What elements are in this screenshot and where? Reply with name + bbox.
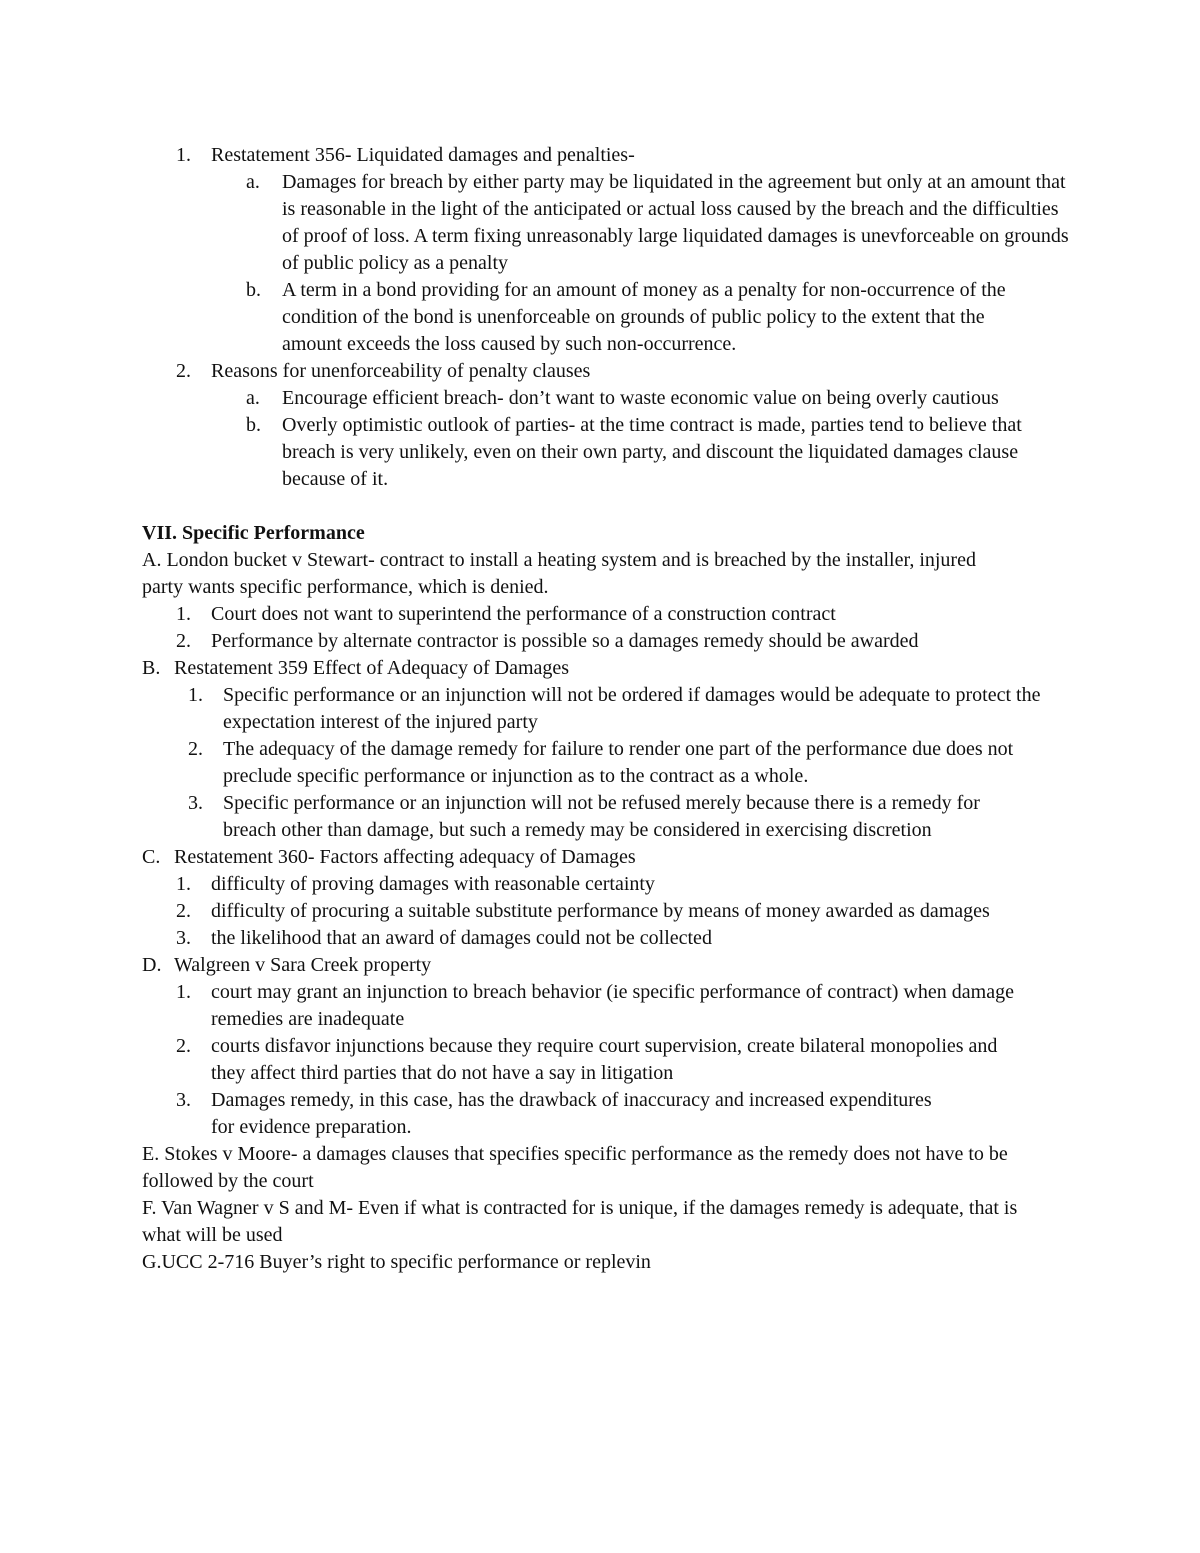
list-item-text: the likelihood that an award of damages could not be collected bbox=[211, 927, 712, 949]
list-number: 2. bbox=[176, 1035, 191, 1057]
case-stokes bbox=[0, 1141, 1042, 1195]
list-item-text: Court does not want to superintend the performance of a construction contract bbox=[211, 603, 836, 625]
list-item bbox=[0, 736, 1043, 790]
list-item-text: Damages remedy, in this case, has the drawback of inaccuracy and increased expenditures for evidence preparation. bbox=[211, 1089, 932, 1138]
list-number: 3. bbox=[176, 927, 191, 949]
document-body bbox=[0, 142, 1200, 1276]
list-number: 1. bbox=[176, 981, 191, 1003]
list-number: 3. bbox=[176, 1089, 191, 1111]
list-item bbox=[0, 898, 1061, 925]
list-letter: b. bbox=[246, 414, 261, 436]
list-item bbox=[0, 1033, 1001, 1087]
list-item-text: difficulty of proving damages with reasonable certainty bbox=[211, 873, 655, 895]
list-number: 2. bbox=[176, 900, 191, 922]
list-number: 1. bbox=[188, 684, 203, 706]
list-item-text: Restatement 356- Liquidated damages and penalties- bbox=[211, 144, 635, 166]
outline-letter: B. bbox=[142, 657, 161, 679]
paragraph-text: G.UCC 2-716 Buyer’s right to specific performance or replevin bbox=[142, 1251, 651, 1273]
list-item-text: Overly optimistic outlook of parties- at the time contract is made, parties tend to believe that breach is very unlikely, even on their own party, and discount the liquidated damages clause because of it. bbox=[282, 414, 1022, 490]
list-item-penalty-reasons bbox=[0, 358, 1200, 385]
list-item-text: Reasons for unenforceability of penalty clauses bbox=[211, 360, 591, 382]
paragraph-text: F. Van Wagner v S and M- Even if what is contracted for is unique, if the damages remedy is adequate, that is what will be used bbox=[142, 1197, 1018, 1246]
list-item-356-b bbox=[0, 277, 1027, 358]
list-item bbox=[0, 601, 1200, 628]
list-letter: a. bbox=[246, 387, 260, 409]
list-item bbox=[0, 790, 1013, 844]
list-item-text: Damages for breach by either party may be liquidated in the agreement but only at an amount that is reasonable in the light of the anticipated or actual loss caused by the breach and the difficulties of proof of loss. A term fixing unreasonably large liquidated damages is unevforceable on grounds of public policy as a penalty bbox=[282, 171, 1069, 274]
paragraph-text: E. Stokes v Moore- a damages clauses that specifies specific performance as the remedy does not have to be followed by the court bbox=[142, 1143, 1008, 1192]
list-item-efficient-breach bbox=[0, 385, 1072, 412]
list-item-text: courts disfavor injunctions because they require court supervision, create bilateral monopolies and they affect third parties that do not have a say in litigation bbox=[211, 1035, 998, 1084]
restatement-359 bbox=[0, 655, 1200, 682]
spacer bbox=[0, 493, 1200, 520]
list-item-text: Encourage efficient breach- don’t want to waste economic value on being overly cautious bbox=[282, 387, 999, 409]
section-heading: VII. Specific Performance bbox=[142, 522, 365, 544]
paragraph-text: A. London bucket v Stewart- contract to install a heating system and is breached by the installer, injured party wants specific performance, which is denied. bbox=[142, 549, 976, 598]
list-item-optimistic-outlook bbox=[0, 412, 1057, 493]
list-item bbox=[0, 628, 1200, 655]
list-number: 2. bbox=[176, 360, 191, 382]
list-item bbox=[0, 1087, 951, 1141]
list-item-text: court may grant an injunction to breach behavior (ie specific performance of contract) when damage remedies are inadequate bbox=[211, 981, 1014, 1030]
case-walgreen bbox=[0, 952, 1200, 979]
list-item-text: A term in a bond providing for an amount of money as a penalty for non-occurrence of the condition of the bond is unenforceable on grounds of public policy to the extent that the amount exceeds the loss caused by such non-occurrence. bbox=[282, 279, 1006, 355]
list-item-356-a bbox=[0, 169, 1072, 277]
list-item-356 bbox=[0, 142, 1200, 169]
list-item-text: Performance by alternate contractor is possible so a damages remedy should be awarded bbox=[211, 630, 919, 652]
outline-text: Restatement 359 Effect of Adequacy of Damages bbox=[174, 657, 570, 679]
list-number: 1. bbox=[176, 873, 191, 895]
list-letter: b. bbox=[246, 279, 261, 301]
outline-text: Walgreen v Sara Creek property bbox=[174, 954, 432, 976]
list-item-text: The adequacy of the damage remedy for failure to render one part of the performance due does not preclude specific performance or injunction as to the contract as a whole. bbox=[223, 738, 1014, 787]
case-london-bucket bbox=[0, 547, 992, 601]
list-item bbox=[0, 925, 1061, 952]
outline-text: Restatement 360- Factors affecting adequacy of Damages bbox=[174, 846, 636, 868]
list-item bbox=[0, 871, 1061, 898]
list-number: 2. bbox=[176, 630, 191, 652]
outline-letter: D. bbox=[142, 954, 162, 976]
ucc-2-716 bbox=[0, 1249, 1200, 1276]
restatement-360 bbox=[0, 844, 1200, 871]
list-item-text: Specific performance or an injunction will not be refused merely because there is a remedy for breach other than damage, but such a remedy may be considered in exercising discretion bbox=[223, 792, 980, 841]
list-letter: a. bbox=[246, 171, 260, 193]
list-number: 2. bbox=[188, 738, 203, 760]
list-number: 3. bbox=[188, 792, 203, 814]
case-van-wagner bbox=[0, 1195, 1022, 1249]
list-item-text: difficulty of procuring a suitable substitute performance by means of money awarded as damages bbox=[211, 900, 990, 922]
list-item-text: Specific performance or an injunction will not be ordered if damages would be adequate to protect the expectation interest of the injured party bbox=[223, 684, 1041, 733]
list-item bbox=[0, 682, 1063, 736]
outline-letter: C. bbox=[142, 846, 161, 868]
list-item bbox=[0, 979, 1031, 1033]
list-number: 1. bbox=[176, 603, 191, 625]
list-number: 1. bbox=[176, 144, 191, 166]
